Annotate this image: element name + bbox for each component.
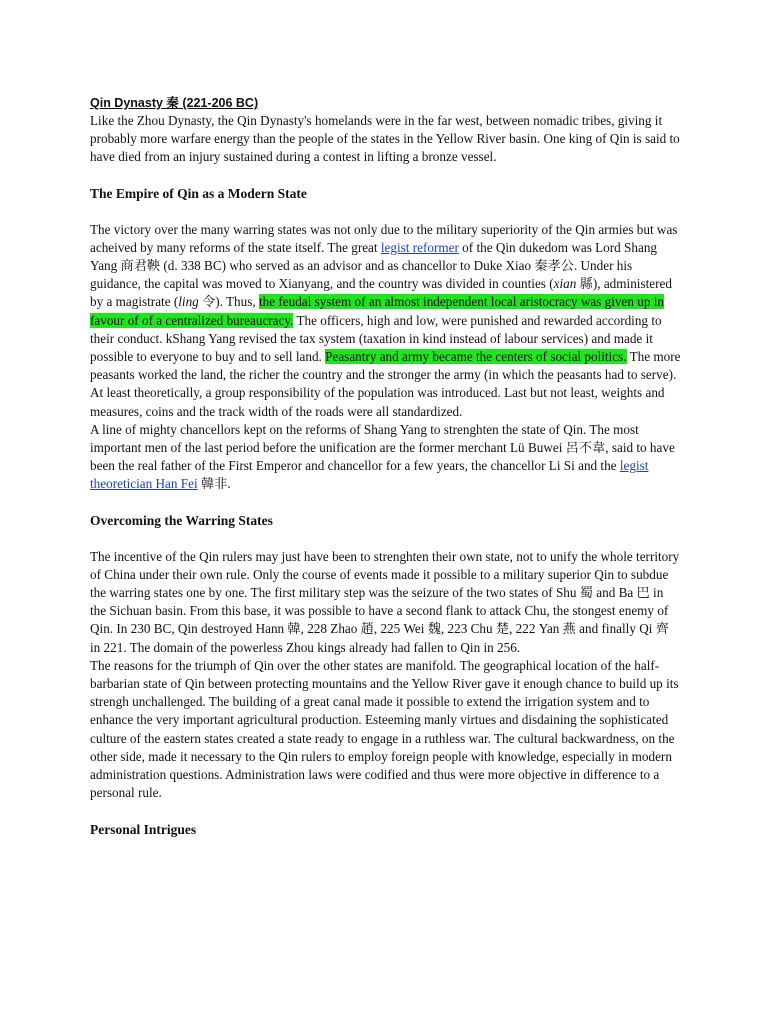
warring-paragraph-2: The reasons for the triumph of Qin over the other states are manifold. The geographical location of the half-barbarian state of Qin between protecting mountains and the Yellow River gave it enough chance to build up its strengh unchallenged. The building of a great canal made it possible to extend the irrigation system and to enhance the very important agricultural production. Esteeming manly virtues and disdaining the sophisticated culture of the eastern states created a state ready to engage in a ruthless war. The cultural backwardness, on the other side, made it necessary to the Qin rulers to employ foreign people with knowledge, especially in modern administration questions. Administration laws were codified and thus were more objective in difference to a personal rule.	[90, 657, 679, 801]
highlighted-text-feudal: the feudal system of an almost independent local aristocracy was given up in favour of of a centralized bureaucracy.	[90, 294, 664, 328]
empire-paragraph-1	[90, 221, 682, 421]
text-run: A line of mighty chancellors kept on the reforms of Shang Yang to strenghten the state of Qin. The most important men of the last period before the unification are the former merchant Lü Buwei 呂不韋, said to have been the real father of the First Emperor and chancellor for a few years, the chancellor Li Si and the	[90, 421, 675, 474]
term-ling: ling	[178, 294, 199, 310]
legist-theoretician-link[interactable]: legist theoretician Han Fei	[90, 458, 649, 492]
spacer	[90, 803, 682, 821]
document-page	[90, 94, 682, 839]
warring-paragraph-1: The incentive of the Qin rulers may just have been to strenghten their own state, not to unify the whole territory of China under their own rule. Only the course of events made it possible to a military superior Qin to subdue the warring states one by one. The first military step was the seizure of the two states of Shu 蜀 and Ba 巴 in the Sichuan basin. From this base, it was possible to have a second flank to attack Chu, the stongest enemy of Qin. In 230 BC, Qin destroyed Hann 韓, 228 Zhao 趙, 225 Wei 魏, 223 Chu 楚, 222 Yan 燕 and finally Qi 齊 in 221. The domain of the powerless Zhou kings already had fallen to Qin in 256.	[90, 548, 680, 655]
text-run: of the Qin dukedom was Lord Shang Yang 商君鞅 (d. 338 BC) who served as an advisor and as chancellor to Duke Xiao 秦孝公. Under his guidance, the capital was moved to Xianyang, and the country was divided in counties (	[90, 239, 658, 292]
term-xian: xian	[553, 276, 577, 292]
section-heading-personal-intrigues: Personal Intrigues	[90, 821, 197, 837]
text-run: The more peasants worked the land, the richer the country and the stronger the army (in which the peasants had to serve). At least theoretically, a group responsibility of the population was introduced. Last but not least, weights and measures, coins and the track width of the roads were all standardized.	[90, 349, 681, 419]
highlighted-text-peasantry: Peasantry and army became the centers of social politics.	[325, 349, 627, 365]
text-run: 縣), administered by a magistrate (	[90, 276, 672, 310]
spacer	[90, 167, 682, 185]
spacer	[90, 494, 682, 512]
text-run: 令). Thus,	[198, 294, 259, 310]
text-run: 韓非.	[197, 476, 231, 492]
document-title: Qin Dynasty 秦 (221-206 BC)	[90, 96, 259, 110]
empire-paragraph-2	[90, 421, 682, 494]
legist-reformer-link[interactable]: legist reformer	[380, 239, 459, 255]
section-heading-empire: The Empire of Qin as a Modern State	[90, 185, 307, 201]
spacer	[90, 530, 682, 548]
section-heading-warring-states: Overcoming the Warring States	[90, 512, 273, 528]
intro-paragraph: Like the Zhou Dynasty, the Qin Dynasty's homelands were in the far west, between nomadic tribes, giving it probably more warfare energy than the people of the states in the Yellow River basin. One king of Qin is said to have died from an injury sustained during a contest in lifting a bronze vessel.	[90, 113, 680, 165]
text-run: The officers, high and low, were punished and rewarded according to their conduct. kShang Yang revised the tax system (taxation in kind instead of labour services) and made it possible to everyone to buy and to sell land.	[90, 312, 662, 365]
text-run: The victory over the many warring states was not only due to the military superiority of the Qin armies but was acheived by many reforms of the state itself. The great	[90, 221, 678, 255]
spacer	[90, 203, 682, 221]
